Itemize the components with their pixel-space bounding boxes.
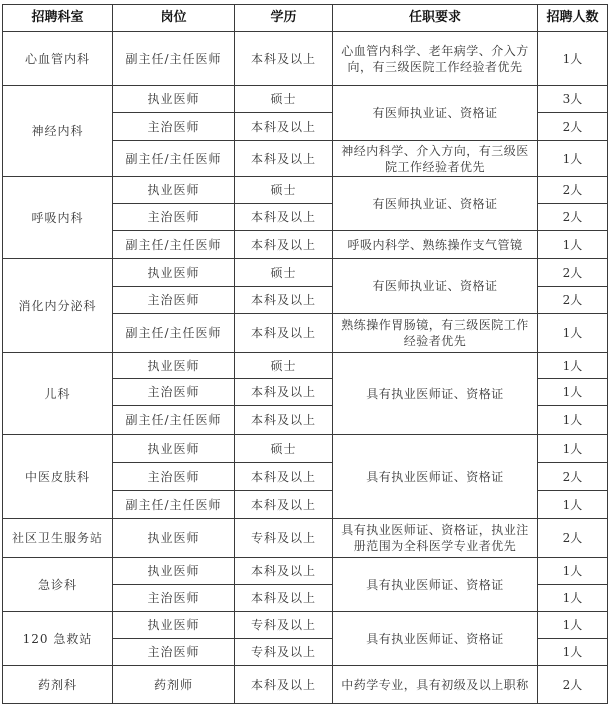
education-cell: 本科及以上 (235, 463, 333, 491)
position-cell: 药剂师 (113, 666, 235, 704)
count-cell: 2人 (538, 113, 608, 141)
education-cell: 本科及以上 (235, 32, 333, 86)
education-cell: 硕士 (235, 353, 333, 379)
count-cell: 2人 (538, 287, 608, 314)
department-cell: 社区卫生服务站 (3, 519, 113, 558)
count-cell: 1人 (538, 231, 608, 259)
header-count: 招聘人数 (538, 5, 608, 32)
position-cell: 主治医师 (113, 379, 235, 406)
count-cell: 2人 (538, 666, 608, 704)
position-cell: 主治医师 (113, 113, 235, 141)
count-cell: 1人 (538, 141, 608, 177)
requirements-cell: 具有执业医师证、资格证，执业注册范围为全科医学专业者优先 (333, 519, 538, 558)
count-cell: 2人 (538, 463, 608, 491)
education-cell: 专科及以上 (235, 612, 333, 639)
requirements-cell: 中药学专业，具有初级及以上职称 (333, 666, 538, 704)
table-row (3, 259, 608, 287)
requirements-cell: 有医师执业证、资格证 (333, 86, 538, 141)
education-cell: 本科及以上 (235, 141, 333, 177)
position-cell: 副主任/主任医师 (113, 314, 235, 353)
position-cell: 执业医师 (113, 612, 235, 639)
requirements-cell: 有医师执业证、资格证 (333, 177, 538, 231)
requirements-cell: 有医师执业证、资格证 (333, 259, 538, 314)
table-row (3, 353, 608, 379)
position-cell: 副主任/主任医师 (113, 491, 235, 519)
header-position: 岗位 (113, 5, 235, 32)
position-cell: 执业医师 (113, 86, 235, 113)
count-cell: 3人 (538, 86, 608, 113)
count-cell: 1人 (538, 585, 608, 612)
position-cell: 执业医师 (113, 353, 235, 379)
education-cell: 硕士 (235, 435, 333, 463)
table-row (3, 177, 608, 204)
count-cell: 2人 (538, 177, 608, 204)
count-cell: 1人 (538, 379, 608, 406)
requirements-cell: 具有执业医师证、资格证 (333, 353, 538, 435)
position-cell: 副主任/主任医师 (113, 141, 235, 177)
position-cell: 副主任/主任医师 (113, 406, 235, 435)
requirements-cell: 心血管内科学、老年病学、介入方向，有三级医院工作经验者优先 (333, 32, 538, 86)
table-row (3, 32, 608, 86)
education-cell: 本科及以上 (235, 666, 333, 704)
education-cell: 本科及以上 (235, 406, 333, 435)
count-cell: 1人 (538, 353, 608, 379)
header-department: 招聘科室 (3, 5, 113, 32)
department-cell: 急诊科 (3, 558, 113, 612)
requirements-cell: 呼吸内科学、熟练操作支气管镜 (333, 231, 538, 259)
count-cell: 2人 (538, 204, 608, 231)
department-cell: 神经内科 (3, 86, 113, 177)
education-cell: 本科及以上 (235, 113, 333, 141)
count-cell: 1人 (538, 435, 608, 463)
education-cell: 专科及以上 (235, 639, 333, 666)
education-cell: 本科及以上 (235, 585, 333, 612)
position-cell: 主治医师 (113, 204, 235, 231)
requirements-cell: 神经内科学、介入方向，有三级医院工作经验者优先 (333, 141, 538, 177)
education-cell: 本科及以上 (235, 491, 333, 519)
department-cell: 心血管内科 (3, 32, 113, 86)
table-row (3, 612, 608, 639)
table-header-row (3, 5, 608, 32)
education-cell: 本科及以上 (235, 314, 333, 353)
position-cell: 主治医师 (113, 585, 235, 612)
position-cell: 执业医师 (113, 519, 235, 558)
requirements-cell: 具有执业医师证、资格证 (333, 612, 538, 666)
education-cell: 硕士 (235, 259, 333, 287)
count-cell: 2人 (538, 259, 608, 287)
position-cell: 执业医师 (113, 177, 235, 204)
position-cell: 主治医师 (113, 287, 235, 314)
position-cell: 主治医师 (113, 639, 235, 666)
education-cell: 本科及以上 (235, 204, 333, 231)
count-cell: 1人 (538, 491, 608, 519)
position-cell: 副主任/主任医师 (113, 32, 235, 86)
count-cell: 2人 (538, 519, 608, 558)
position-cell: 执业医师 (113, 435, 235, 463)
department-cell: 消化内分泌科 (3, 259, 113, 353)
table-row (3, 435, 608, 463)
education-cell: 本科及以上 (235, 558, 333, 585)
header-education: 学历 (235, 5, 333, 32)
count-cell: 1人 (538, 558, 608, 585)
table-row (3, 519, 608, 558)
table-row (3, 558, 608, 585)
requirements-cell: 具有执业医师证、资格证 (333, 558, 538, 612)
count-cell: 1人 (538, 32, 608, 86)
department-cell: 药剂科 (3, 666, 113, 704)
education-cell: 硕士 (235, 177, 333, 204)
department-cell: 120 急救站 (3, 612, 113, 666)
education-cell: 硕士 (235, 86, 333, 113)
count-cell: 1人 (538, 612, 608, 639)
position-cell: 副主任/主任医师 (113, 231, 235, 259)
education-cell: 本科及以上 (235, 379, 333, 406)
education-cell: 专科及以上 (235, 519, 333, 558)
count-cell: 1人 (538, 314, 608, 353)
department-cell: 呼吸内科 (3, 177, 113, 259)
table-row (3, 86, 608, 113)
requirements-cell: 熟练操作胃肠镜，有三级医院工作经验者优先 (333, 314, 538, 353)
count-cell: 1人 (538, 406, 608, 435)
department-cell: 中医皮肤科 (3, 435, 113, 519)
table-row (3, 666, 608, 704)
department-cell: 儿科 (3, 353, 113, 435)
header-requirements: 任职要求 (333, 5, 538, 32)
education-cell: 本科及以上 (235, 231, 333, 259)
position-cell: 执业医师 (113, 558, 235, 585)
position-cell: 主治医师 (113, 463, 235, 491)
requirements-cell: 具有执业医师证、资格证 (333, 435, 538, 519)
position-cell: 执业医师 (113, 259, 235, 287)
recruitment-table (2, 4, 608, 704)
education-cell: 本科及以上 (235, 287, 333, 314)
count-cell: 1人 (538, 639, 608, 666)
